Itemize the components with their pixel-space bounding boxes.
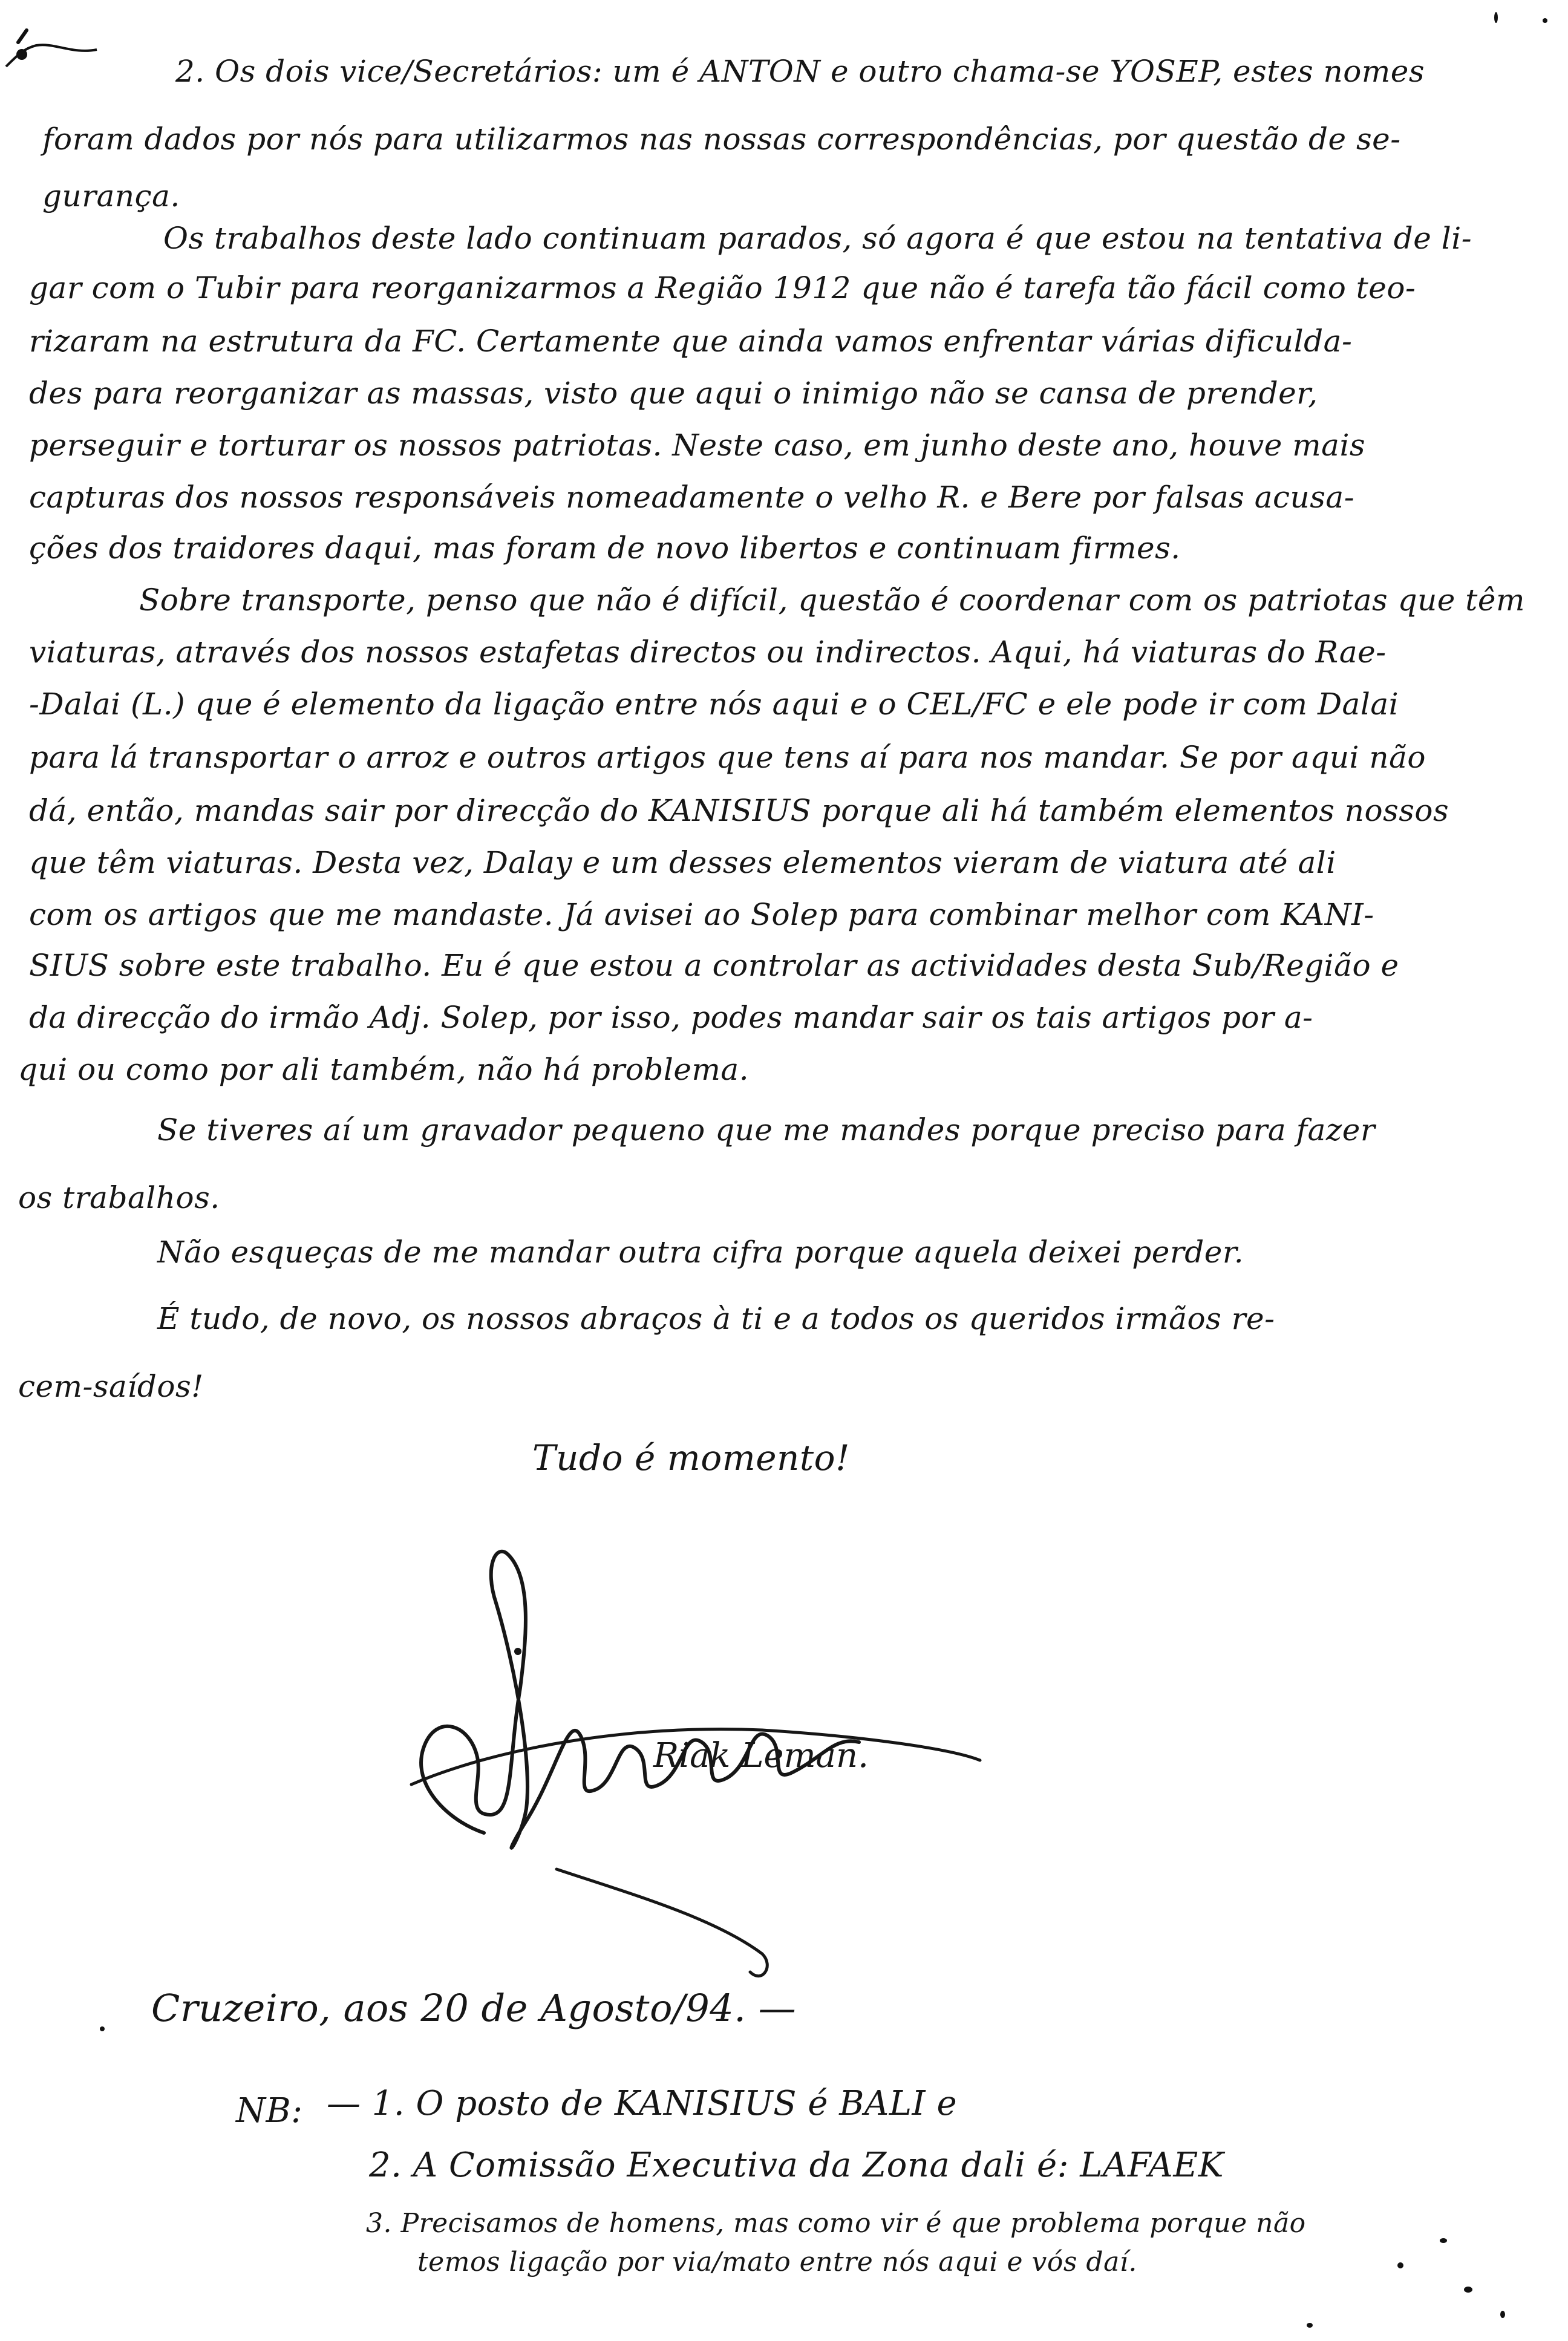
letter-line: os trabalhos.	[18, 1180, 220, 1215]
letter-line: capturas dos nossos responsáveis nomeadamente o velho R. e Bere por falsas acusa-	[29, 480, 1355, 515]
letter-line: viaturas, através dos nossos estafetas directos ou indirectos. Aqui, há viaturas do Rae-	[29, 635, 1387, 670]
nb-item: temos ligação por via/mato entre nós aqui e vós daí.	[417, 2247, 1137, 2277]
letter-line: É tudo, de novo, os nossos abraços à ti e a todos os queridos irmãos re-	[157, 1301, 1275, 1336]
letter-line: para lá transportar o arroz e outros artigos que tens aí para nos mandar. Se por aqui não	[29, 740, 1426, 775]
letter-line: rizaram na estrutura da FC. Certamente que ainda vamos enfrentar várias dificulda-	[29, 324, 1353, 359]
place-date: Cruzeiro, aos 20 de Agosto/94. —	[151, 1986, 797, 2030]
letter-line: SIUS sobre este trabalho. Eu é que estou a controlar as actividades desta Sub/Região e	[29, 948, 1399, 983]
letter-line: des para reorganizar as massas, visto que aqui o inimigo não se cansa de prender,	[29, 376, 1318, 411]
letter-line: 2. Os dois vice/Secretários: um é ANTON e outro chama-se YOSEP, estes nomes	[175, 54, 1425, 89]
letter-line: gar com o Tubir para reorganizarmos a Região 1912 que não é tarefa tão fácil como teo-	[29, 270, 1416, 305]
letter-line: Os trabalhos deste lado continuam parados, só agora é que estou na tentativa de li-	[163, 221, 1472, 256]
letter-line: com os artigos que me mandaste. Já avisei ao Solep para combinar melhor com KANI-	[29, 897, 1374, 932]
letter-line: gurança.	[42, 178, 180, 214]
nb-label: NB:	[236, 2091, 303, 2130]
letter-line: Se tiveres aí um gravador pequeno que me mandes porque preciso para fazer	[157, 1112, 1376, 1148]
letter-line: Não esqueças de me mandar outra cifra porque aquela deixei perder.	[157, 1235, 1244, 1270]
letter-line: da direcção do irmão Adj. Solep, por isso, podes mandar sair os tais artigos por a-	[29, 1000, 1313, 1035]
closing-text: Tudo é momento!	[532, 1437, 850, 1478]
letter-line: -Dalai (L.) que é elemento da ligação entre nós aqui e o CEL/FC e ele pode ir com Dalai	[29, 687, 1399, 722]
scan-speck	[1494, 12, 1498, 23]
letter-line: foram dados por nós para utilizarmos nas nossas correspondências, por questão de se-	[42, 122, 1401, 157]
nb-item: 2. A Comissão Executiva da Zona dali é: LAFAEK	[369, 2146, 1224, 2185]
scan-speck	[1440, 2238, 1447, 2243]
signature-name: Riak Leman.	[653, 1736, 869, 1775]
ink-mark-icon	[0, 12, 103, 85]
nb-item: 3. Precisamos de homens, mas como vir é que problema porque não	[366, 2208, 1306, 2239]
scan-speck	[1500, 2311, 1505, 2318]
letter-line: dá, então, mandas sair por direcção do KANISIUS porque ali há também elementos nossos	[29, 793, 1449, 828]
nb-item: — 1. O posto de KANISIUS é BALI e	[327, 2084, 958, 2123]
letter-line: ções dos traidores daqui, mas foram de novo libertos e continuam firmes.	[29, 531, 1181, 566]
letter-line: qui ou como por ali também, não há problema.	[18, 1052, 750, 1087]
scan-speck	[1307, 2323, 1313, 2328]
letter-line: cem-saídos!	[18, 1369, 204, 1404]
letter-line: perseguir e torturar os nossos patriotas. Neste caso, em junho deste ano, houve mais	[29, 428, 1366, 463]
letter-line: que têm viaturas. Desta vez, Dalay e um desses elementos vieram de viatura até ali	[29, 845, 1336, 880]
scan-speck	[1464, 2287, 1472, 2293]
scan-speck	[100, 2026, 105, 2031]
scan-speck	[1543, 18, 1547, 23]
scan-speck	[1397, 2262, 1403, 2268]
letter-line: Sobre transporte, penso que não é difícil, questão é coordenar com os patriotas que têm	[139, 583, 1525, 618]
